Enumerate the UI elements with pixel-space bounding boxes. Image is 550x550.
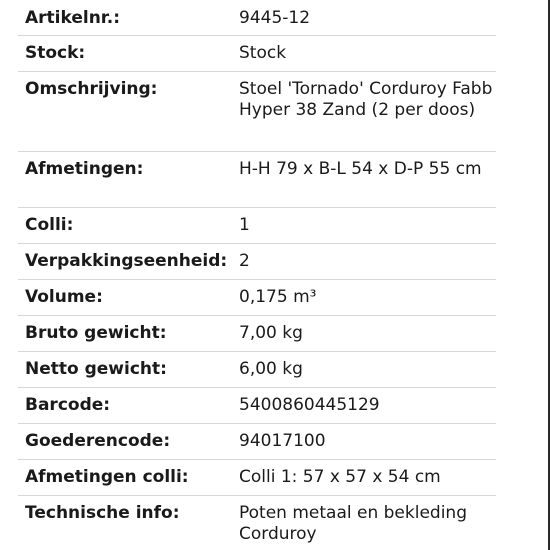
spec-value: Colli 1: 57 x 57 x 54 cm [239, 467, 441, 487]
spec-value: 0,175 m³ [239, 287, 317, 307]
spec-value: 7,00 kg [239, 323, 303, 343]
spec-value: H-H 79 x B-L 54 x D-P 55 cm [239, 159, 482, 179]
spec-row-technical-info [18, 496, 496, 550]
spec-label: Barcode: [25, 395, 111, 415]
spec-row-barcode [18, 388, 496, 424]
spec-value: 9445-12 [239, 8, 311, 28]
spec-label: Omschrijving: [25, 79, 158, 99]
spec-row-gross-weight [18, 316, 496, 352]
spec-label: Afmetingen: [25, 159, 144, 179]
spec-label: Afmetingen colli: [25, 467, 189, 487]
spec-row-stock [18, 36, 496, 72]
spec-value: 1 [239, 215, 250, 235]
spec-label: Goederencode: [25, 431, 171, 451]
spec-label: Bruto gewicht: [25, 323, 167, 343]
spec-value: 2 [239, 251, 250, 271]
spec-row-article-number [18, 0, 496, 36]
spec-label: Volume: [25, 287, 103, 307]
spec-row-volume [18, 280, 496, 316]
spec-label: Netto gewicht: [25, 359, 167, 379]
spec-value: Poten metaal en bekleding Corduroy [239, 503, 467, 544]
spec-value: Stock [239, 43, 287, 63]
spec-value: 94017100 [239, 431, 326, 451]
spec-row-colli [18, 208, 496, 244]
spec-row-package-dimensions [18, 460, 496, 496]
spec-label: Stock: [25, 43, 86, 63]
spec-label: Artikelnr.: [25, 8, 121, 28]
spec-value: 6,00 kg [239, 359, 303, 379]
spec-row-net-weight [18, 352, 496, 388]
spec-label: Technische info: [25, 503, 180, 523]
spec-row-goods-code [18, 424, 496, 460]
spec-row-dimensions [18, 152, 496, 208]
spec-row-packaging-unit [18, 244, 496, 280]
spec-value: Stoel 'Tornado' Corduroy Fabb Hyper 38 Zand (2 per doos) [239, 79, 493, 120]
product-spec-table [18, 0, 496, 550]
spec-label: Colli: [25, 215, 74, 235]
spec-label: Verpakkingseenheid: [25, 251, 228, 271]
spec-row-description [18, 72, 496, 152]
spec-value: 5400860445129 [239, 395, 380, 415]
